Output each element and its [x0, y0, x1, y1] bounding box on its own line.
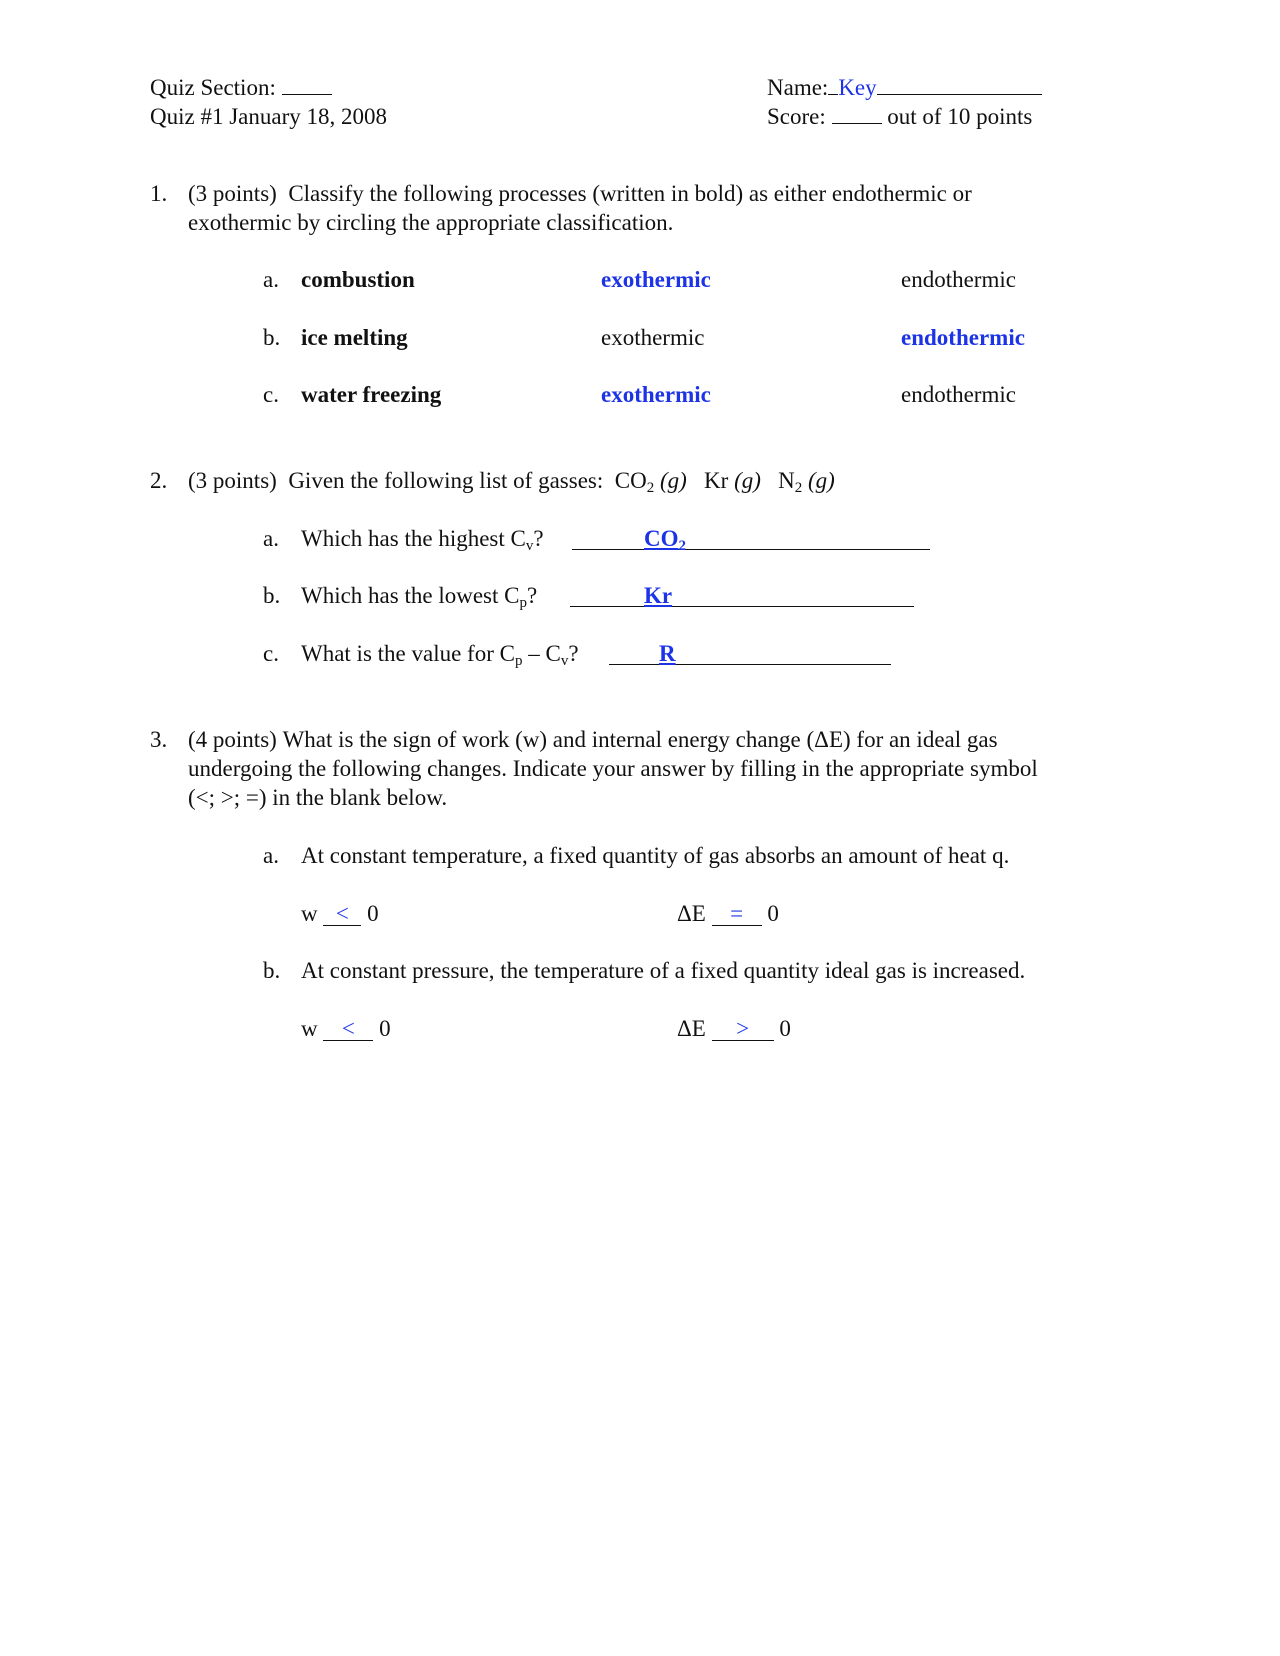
q1-points: (3 points): [188, 181, 277, 206]
q2-question-text: What is the value for C: [301, 641, 515, 666]
delta-e-zero: 0: [779, 1016, 791, 1041]
q3-prompt-line2: undergoing the following changes. Indicate your answer by filling in the appropriate symbol: [188, 756, 1038, 781]
q3-de-row: [677, 1015, 791, 1043]
q2-question-subscript: v: [525, 538, 534, 554]
delta-e-answer: >: [736, 1016, 750, 1041]
score-blank: [832, 103, 882, 124]
q2-question-text: Which has the lowest C: [301, 583, 520, 608]
q1-option-exothermic[interactable]: exothermic: [601, 325, 705, 350]
q1-item-process: combustion: [301, 267, 415, 292]
q2-question-subscript: p: [514, 653, 523, 669]
q2-answer-field[interactable]: [570, 580, 914, 608]
q2-question-mark: ?: [533, 526, 544, 551]
q3-prompt-line3: (<; >; =) in the blank below.: [188, 785, 448, 810]
q2-question-text: Which has the highest C: [301, 526, 526, 551]
q2-item-letter: c.: [263, 641, 279, 666]
name-blank: [877, 74, 1042, 95]
q3-w-row: [301, 900, 379, 928]
q3-prompt-line1: [188, 726, 998, 754]
q3-number: 3.: [150, 727, 168, 752]
score-label: Score:: [767, 104, 826, 129]
q2-number: 2.: [150, 468, 168, 493]
gas-kr-phase: (g): [734, 468, 761, 493]
q1-item-letter: c.: [263, 382, 279, 407]
q3-part-text: At constant temperature, a fixed quantity of gas absorbs an amount of heat q.: [301, 843, 1010, 868]
q2-answer: R: [659, 641, 676, 666]
q2-prompt-line: [188, 467, 835, 495]
q2-answer-field[interactable]: [609, 638, 891, 666]
q2-answer-text: CO: [644, 526, 679, 551]
q1-prompt-text1: Classify the following processes (written in bold) as either endothermic or: [288, 181, 972, 206]
q2-answer-field[interactable]: [572, 523, 930, 554]
q2-item-letter: a.: [263, 526, 279, 551]
q2-answer: Kr: [644, 583, 673, 608]
q1-option-exothermic[interactable]: exothermic: [601, 267, 711, 292]
delta-e-zero: 0: [767, 901, 779, 926]
q1-option-endothermic[interactable]: endothermic: [901, 325, 1025, 350]
quiz-section-blank: [282, 74, 332, 95]
q2-item-question: [301, 525, 544, 553]
name-blank-lead: [828, 74, 838, 95]
w-answer: <: [341, 1016, 355, 1041]
q2-item-question: [301, 640, 579, 668]
gas-co2-subscript: 2: [646, 480, 655, 496]
q3-part-letter: b.: [263, 958, 281, 983]
gas-co2-phase: (g): [659, 468, 687, 493]
q3-part-letter: a.: [263, 843, 279, 868]
gas-kr-formula: Kr: [704, 468, 729, 493]
answer-underline: [609, 644, 891, 665]
gas-kr: [704, 468, 761, 493]
q1-prompt-line2: exothermic by circling the appropriate classification.: [188, 210, 674, 235]
gas-n2-phase: (g): [808, 468, 835, 493]
q1-item-process: water freezing: [301, 382, 442, 407]
q1-number: 1.: [150, 181, 168, 206]
q3-points: (4 points): [188, 727, 277, 752]
quiz-section-line: [150, 74, 332, 102]
q2-answer: [644, 525, 686, 553]
q1-item-letter: b.: [263, 325, 281, 350]
q1-option-exothermic[interactable]: exothermic: [601, 382, 711, 407]
score-suffix: out of 10 points: [887, 104, 1033, 129]
q2-item-question: [301, 582, 537, 610]
delta-e-answer: =: [730, 901, 744, 926]
w-zero: 0: [379, 1016, 391, 1041]
name-value: Key: [838, 75, 877, 100]
answer-underline: [572, 529, 930, 550]
delta-e-label: ΔE: [677, 1016, 706, 1041]
q2-question-minus: – C: [522, 641, 561, 666]
delta-e-answer-field[interactable]: [712, 1018, 774, 1041]
q3-w-row: [301, 1015, 391, 1043]
score-line: [767, 103, 1032, 131]
q2-points: (3 points): [188, 468, 277, 493]
q2-answer-subscript: 2: [678, 538, 686, 554]
gas-n2: [778, 468, 835, 496]
quiz-title: Quiz #1 January 18, 2008: [150, 104, 387, 129]
q3-prompt-text1: What is the sign of work (w) and internal energy change (ΔE) for an ideal gas: [282, 727, 998, 752]
w-answer: <: [335, 901, 349, 926]
q2-question-subscript-2: v: [560, 653, 569, 669]
w-label: w: [301, 901, 318, 926]
q1-prompt-line1: [188, 180, 972, 208]
q2-question-mark: ?: [568, 641, 579, 666]
q2-question-mark: ?: [526, 583, 538, 608]
name-line: [767, 74, 1042, 102]
gas-co2: [614, 468, 687, 496]
q2-prompt: Given the following list of gasses:: [288, 468, 604, 493]
answer-underline: [570, 586, 914, 607]
quiz-section-label: Quiz Section:: [150, 75, 276, 100]
name-label: Name:: [767, 75, 829, 100]
w-answer-field[interactable]: [323, 1018, 373, 1041]
delta-e-label: ΔE: [677, 901, 706, 926]
gas-n2-formula: N: [778, 468, 795, 493]
q1-item-process: ice melting: [301, 325, 408, 350]
q2-question-subscript: p: [519, 595, 527, 611]
q3-part-text: At constant pressure, the temperature of a fixed quantity ideal gas is increased.: [301, 958, 1026, 983]
gas-co2-formula: CO: [614, 468, 647, 493]
q1-option-endothermic[interactable]: endothermic: [901, 382, 1016, 407]
q1-item-letter: a.: [263, 267, 279, 292]
w-zero: 0: [367, 901, 379, 926]
q2-item-letter: b.: [263, 583, 281, 608]
delta-e-answer-field[interactable]: [712, 903, 762, 926]
gas-n2-subscript: 2: [794, 480, 803, 496]
q3-de-row: [677, 900, 779, 928]
w-label: w: [301, 1016, 318, 1041]
q1-option-endothermic[interactable]: endothermic: [901, 267, 1016, 292]
w-answer-field[interactable]: [323, 903, 361, 926]
